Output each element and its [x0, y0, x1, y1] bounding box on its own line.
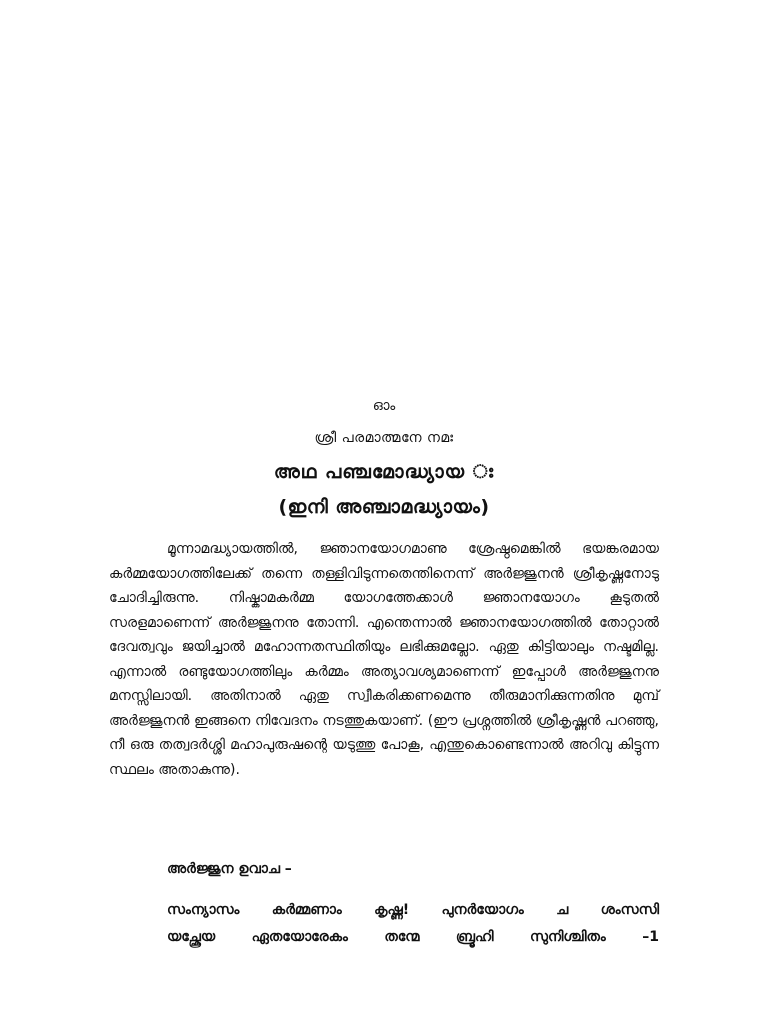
chapter-title: അഥ പഞ്ചമോദ്ധ്യായ ഃ	[273, 461, 495, 483]
verse-line-2: യച്ഛ്രേയ ഏതയോരേകം തന്മേ ബ്രൂഹി സുനിശ്ചിതം –1	[167, 929, 659, 945]
om-symbol: ഓം	[372, 398, 396, 414]
speaker-label: അർജ്ജുന ഉവാച –	[167, 861, 292, 877]
verse-line-1: സംന്യാസം കർമ്മണാം കൃഷ്ണ! പുനർയോഗം ച ശംസസി	[167, 902, 659, 918]
chapter-subtitle: (ഇനി അഞ്ചാമദ്ധ്യായം)	[278, 496, 490, 518]
invocation-line: ശ്രീ പരമാത്മനേ നമഃ	[314, 430, 454, 446]
verse-block	[167, 897, 659, 951]
intro-paragraph: മൂന്നാമദ്ധ്യായത്തിൽ, ജ്ഞാനയോഗമാണു ശ്രേഷ്ഠമെങ്കിൽ ഭയങ്കരമായ കർമ്മയോഗത്തിലേക്ക് തന്നെ തള്ളിവിടുന്നതെന്തിനെന്ന് അർജ്ജുനൻ ശ്രീകൃഷ്ണനോടു ചോദിച്ചിരുന്നു. നിഷ്കാമകർമ്മ യോഗത്തേക്കാൾ ജ്ഞാനയോഗം കൂടുതൽ സരളമാണെന്ന് അർജ്ജുനനു തോന്നി. എന്തെന്നാൽ ജ്ഞാനയോഗത്തിൽ തോറ്റാൽ ദേവത്വവും ജയിച്ചാൽ മഹോന്നതസ്ഥിതിയും ലഭിക്കുമല്ലോ. ഏതു കിട്ടിയാലും നഷ്ടമില്ല. എന്നാൽ രണ്ടുയോഗത്തിലും കർമ്മം അത്യാവശ്യമാണെന്ന് ഇപ്പോൾ അർജ്ജുനനു മനസ്സിലായി. അതിനാൽ ഏതു സ്വീകരിക്കണമെന്നു തീരുമാനിക്കുന്നതിനു മുമ്പ് അർജ്ജുനൻ ഇങ്ങനെ നിവേദനം നടത്തുകയാണ്. (ഈ പ്രശ്നത്തിൽ ശ്രീകൃഷ്ണൻ പറഞ്ഞു, നീ ഒരു തത്വദർശ്ശി മഹാപുരുഷന്റെ യടുത്തു പോകൂ, എന്തുകൊണ്ടെന്നാൽ അറിവു കിട്ടുന്ന സ്ഥലം അതാകുന്നു).	[109, 541, 659, 778]
